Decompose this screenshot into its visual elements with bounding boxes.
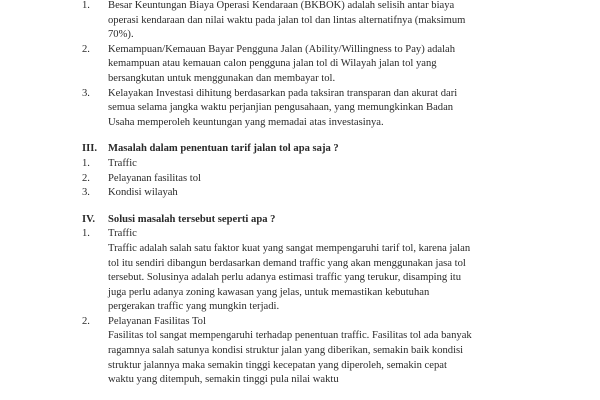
text-line: semua selama jangka waktu perjanjian pengusahaan, yang memungkinkan Badan [108, 102, 454, 114]
section-heading-iii [82, 142, 522, 157]
section-heading-iv [82, 213, 522, 228]
list-number: 3. [82, 87, 90, 99]
list-number: 2. [82, 172, 90, 184]
text-line: juga perlu adanya zoning kawasan yang jelas, untuk memastikan kebutuhan [108, 286, 430, 298]
text-line: Kelayakan Investasi dihitung berdasarkan pada taksiran transparan dan akurat dari [108, 87, 458, 99]
paragraph-traffic [108, 242, 522, 315]
list-item-ability-to-pay [82, 43, 522, 87]
text-line: 70%). [108, 29, 134, 41]
text-line: Traffic adalah salah satu faktor kuat yang sangat mempengaruhi tarif tol, karena jalan [108, 242, 471, 254]
text-line: Besar Keuntungan Biaya Operasi Kendaraan (BKBOK) adalah selisih antar biaya [108, 0, 455, 11]
list-item [82, 157, 522, 172]
roman-numeral: III. [82, 143, 98, 155]
list-text: Kondisi wilayah [108, 187, 178, 199]
list-text: Traffic [108, 228, 137, 240]
text-line: bersangkutan untuk menggunakan dan membayar tol. [108, 72, 336, 84]
list-item-traffic [82, 227, 522, 242]
text-line: operasi kendaraan dan nilai waktu pada jalan tol dan lintas alternatifnya (maksimum [108, 14, 466, 26]
text-line: Kemampuan/Kemauan Bayar Pengguna Jalan (Ability/Willingness to Pay) adalah [108, 43, 456, 55]
list-item [82, 186, 522, 201]
text-line: ragamnya salah satunya kondisi struktur jalan yang diberikan, semakin baik kondisi [108, 345, 464, 357]
list-number: 2. [82, 43, 90, 55]
section-title: Masalah dalam penentuan tarif jalan tol apa saja ? [108, 143, 339, 155]
paragraph-pelayanan-fasilitas [108, 329, 522, 387]
list-item-kelayakan-investasi [82, 87, 522, 131]
text-line: pergerakan traffic yang mungkin terjadi. [108, 301, 280, 313]
list-number: 2. [82, 315, 90, 327]
text-line: tol itu sendiri dibangun berdasarkan demand traffic yang akan menggunakan jasa tol [108, 257, 466, 269]
text-line: struktur jalannya maka semakin tinggi kecepatan yang diperoleh, semakin cepat [108, 359, 447, 371]
bottom-edge [0, 390, 600, 400]
text-line: kemampuan atau kemauan calon pengguna jalan tol di Wilayah jalan tol yang [108, 58, 437, 70]
text-line: Fasilitas tol sangat mempengaruhi terhadap penentuan traffic. Fasilitas tol ada banyak [108, 330, 472, 342]
list-item [82, 172, 522, 187]
text-line: waktu yang ditempuh, semakin tinggi pula nilai waktu [108, 374, 339, 386]
text-line: tersebut. Solusinya adalah perlu adanya estimasi traffic yang terukur, disamping itu [108, 272, 461, 284]
list-number: 1. [82, 0, 90, 11]
list-text: Pelayanan fasilitas tol [108, 172, 201, 184]
text-line: Usaha memperoleh keuntungan yang memadai atas investasinya. [108, 116, 384, 128]
list-item-pelayanan-fasilitas [82, 315, 522, 330]
list-item-bkbok [82, 0, 522, 43]
document-body [82, 0, 522, 388]
list-text: Traffic [108, 157, 137, 169]
list-number: 3. [82, 187, 90, 199]
section-title: Solusi masalah tersebut seperti apa ? [108, 213, 276, 225]
list-text: Pelayanan Fasilitas Tol [108, 315, 206, 327]
roman-numeral: IV. [82, 213, 96, 225]
list-number: 1. [82, 157, 90, 169]
list-number: 1. [82, 228, 90, 240]
